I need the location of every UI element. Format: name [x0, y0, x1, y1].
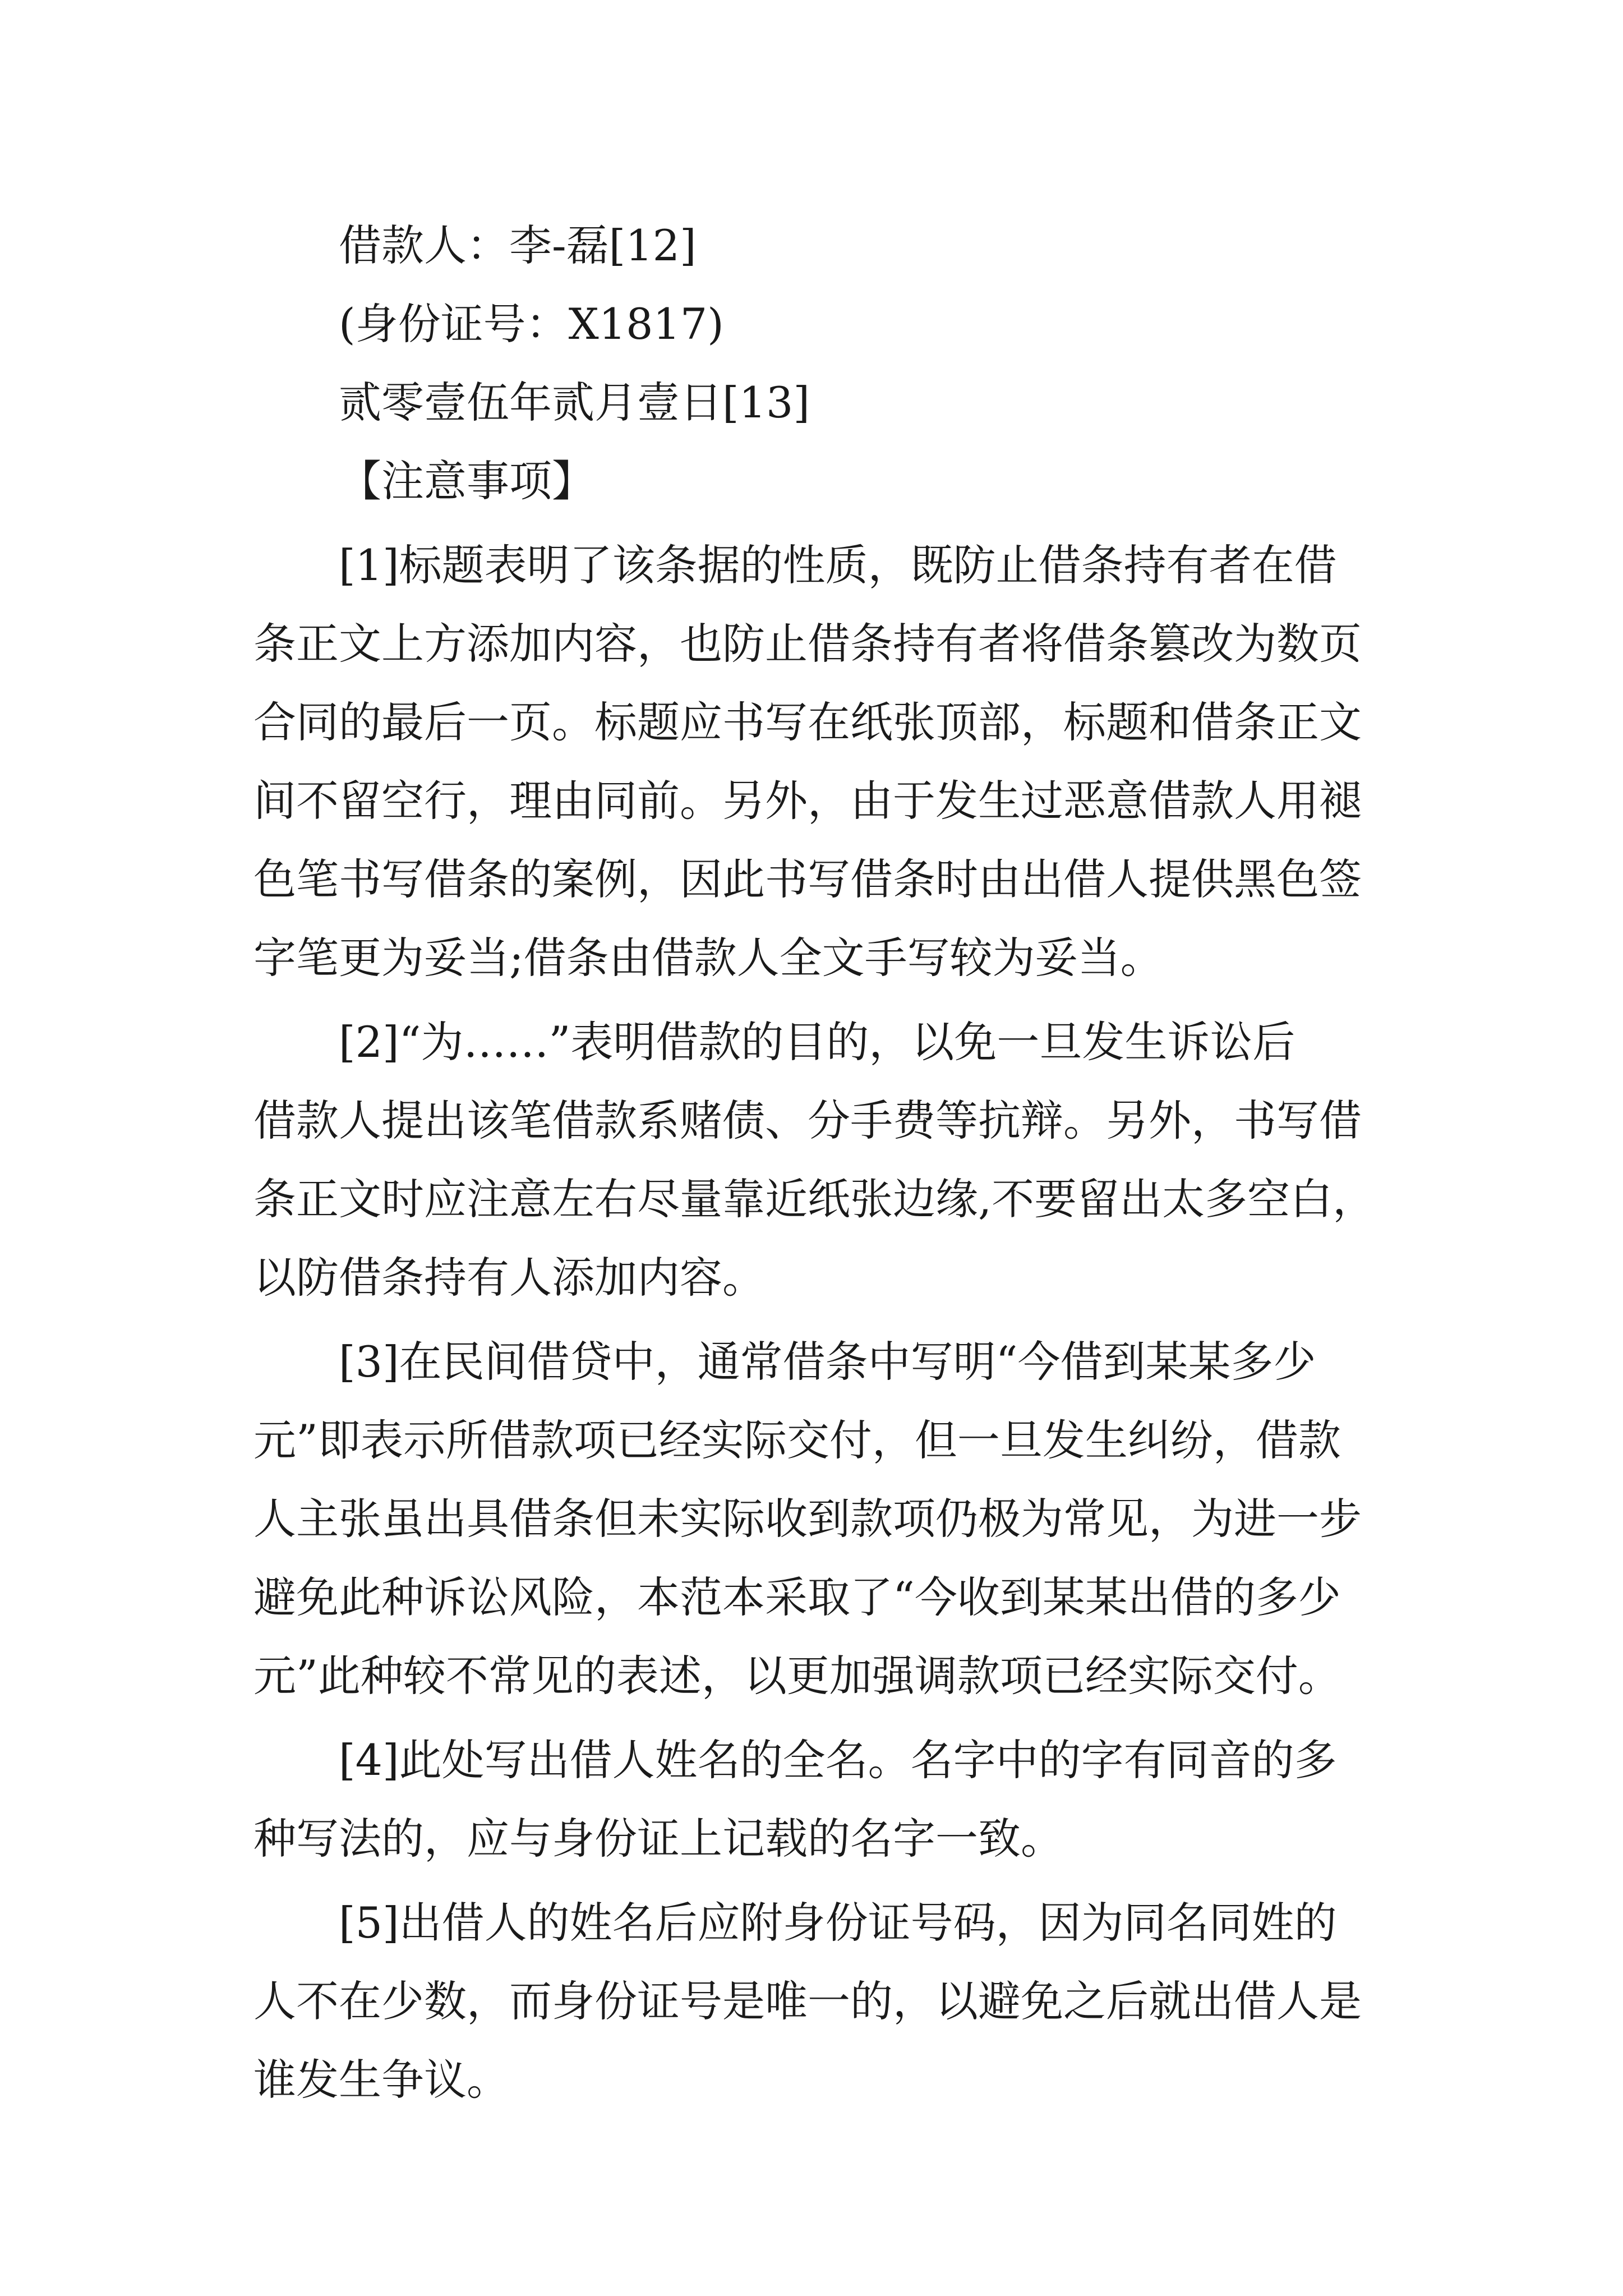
- paragraph-line: 以防借条持有人添加内容。: [253, 1253, 765, 1303]
- paragraph-line: 条正文时应注意左右尽量靠近纸张边缘,不要留出太多空白，: [253, 1174, 1376, 1224]
- paragraph-line: 色笔书写借条的案例，因此书写借条时由出借人提供黑色签: [253, 854, 1362, 904]
- note-paragraph-3: [253, 1323, 1409, 1715]
- note-paragraph-2: [253, 1003, 1409, 1317]
- note-paragraph-4: [253, 1721, 1409, 1878]
- paragraph-line: [1]标题表明了该条据的性质，既防止借条持有者在借: [339, 540, 1337, 590]
- note-paragraph-1: [253, 526, 1409, 997]
- date-line: 贰零壹伍年贰月壹日[13]: [339, 378, 810, 427]
- paragraph-line: [4]此处写出借人姓名的全名。名字中的字有同音的多: [339, 1735, 1337, 1785]
- paragraph-line: 间不留空行，理由同前。另外，由于发生过恶意借款人用褪: [253, 776, 1362, 826]
- id-number-line: (身份证号：X1817): [339, 299, 724, 349]
- notes-heading: 【注意事项】: [339, 456, 594, 506]
- paragraph-line: 元”此种较不常见的表述，以更加强调款项已经实际交付。: [253, 1651, 1341, 1701]
- paragraph-line: 字笔更为妥当;借条由借款人全文手写较为妥当。: [253, 933, 1163, 983]
- paragraph-line: 避免此种诉讼风险，本范本采取了“今收到某某出借的多少: [253, 1572, 1341, 1622]
- borrower-signature-line: 借款人：李-磊[12]: [339, 220, 697, 270]
- paragraph-line: 人主张虽出具借条但未实际收到款项仍极为常见，为进一步: [253, 1494, 1362, 1544]
- paragraph-line: 谁发生争议。: [253, 2055, 509, 2105]
- paragraph-line: 合同的最后一页。标题应书写在纸张顶部，标题和借条正文: [253, 697, 1362, 747]
- paragraph-line: [5]出借人的姓名后应附身份证号码，因为同名同姓的: [339, 1898, 1337, 1948]
- paragraph-line: 借款人提出该笔借款系赌债、分手费等抗辩。另外，书写借: [253, 1096, 1362, 1145]
- paragraph-line: [2]“为……”表明借款的目的，以免一旦发生诉讼后: [339, 1017, 1295, 1067]
- paragraph-line: 人不在少数，而身份证号是唯一的，以避免之后就出借人是: [253, 1976, 1362, 2026]
- note-paragraph-5: [253, 1884, 1409, 2119]
- paragraph-line: 种写法的，应与身份证上记载的名字一致。: [253, 1814, 1063, 1864]
- document-body: [253, 206, 1409, 2119]
- paragraph-line: 条正文上方添加内容，也防止借条持有者将借条篡改为数页: [253, 619, 1362, 669]
- paragraph-line: [3]在民间借贷中，通常借条中写明“今借到某某多少: [339, 1337, 1316, 1387]
- paragraph-line: 元”即表示所借款项已经实际交付，但一旦发生纠纷，借款: [253, 1415, 1341, 1465]
